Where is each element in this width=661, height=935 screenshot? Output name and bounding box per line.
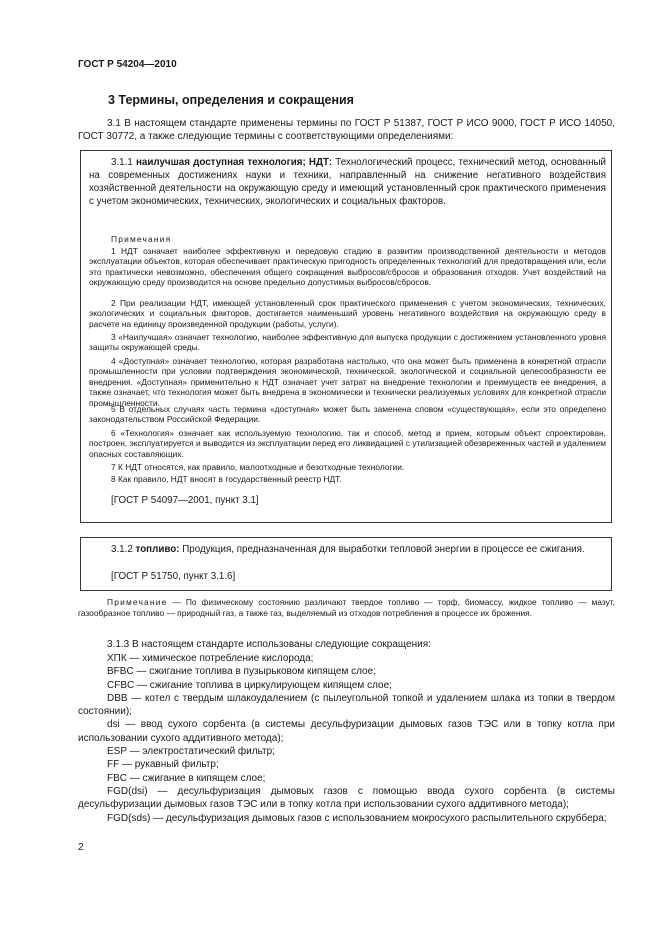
term-fuel-reference: [ГОСТ Р 51750, пункт 3.1.6]: [111, 571, 236, 582]
abbrev-intro: 3.1.3 В настоящем стандарте использованы следующие сокращения:: [107, 639, 431, 650]
term-ndt-name: наилучшая доступная технология; НДТ:: [136, 157, 333, 168]
abbrev-item: FGD(dsi) — десульфуризация дымовых газов с помощью ввода сухого сорбента (в системы десульфуризации дымовых газов ТЭС или в топку котла при использовании сухого аддитивного метода);: [78, 785, 615, 811]
note-2: 2 При реализации НДТ, имеющей установленный срок практического применения с учетом экономических, технических, экологических и социальных факторов, достигается наименьший уровень негативного воздействия на окружающую среду в расчете на единицу произведенной продукции (работы, услуги).: [89, 298, 606, 329]
abbreviations-list: [78, 652, 615, 825]
page-number: 2: [78, 842, 84, 853]
term-box-fuel: [80, 537, 612, 591]
note-4: 4 «Доступная» означает технологию, которая разработана настолько, что она может быть применена в конкретной отрасли промышленности при условии подтверждения экономической, технической, экологической и социальной целесообразности ее внедрения. «Доступная» применительно к НДТ означает учет затрат на внедрение технологии и преимуществ ее внедрения, а также означает, что технология может быть внедрена в экономически и технически реализуемых условиях для конкретной отрасли промышленности.: [89, 356, 606, 408]
fuel-note-text: — По физическому состоянию различают твердое топливо — торф, биомассу, жидкое топливо — мазут, газообразное топливо — природный газ, а также газ, выделяемый из отходов потребления в процессе их брожения.: [78, 597, 615, 618]
abbrev-item: dsi — ввод сухого сорбента (в системы десульфуризации дымовых газов ТЭС или в топку котла при использовании сухого аддитивного метода);: [78, 719, 615, 744]
document-header: ГОСТ Р 54204—2010: [78, 59, 177, 70]
abbrev-item: ESP — электростатический фильтр;: [107, 746, 275, 758]
note-3: 3 «Наилучшая» означает технологию, наиболее эффективную для выпуска продукции с достижением установленного уровня защиты окружающей среды.: [89, 332, 606, 353]
term-fuel-number: 3.1.2: [111, 544, 133, 555]
term-fuel-name: топливо:: [135, 544, 180, 555]
term-ndt-definition: [89, 156, 606, 208]
abbrev-item: BFBC — сжигание топлива в пузырьковом кипящем слое;: [107, 666, 376, 678]
term-ndt-text: Технологический процесс, технический метод, основанный на современных достижениях науки и техники, направленный на снижение негативного воздействия хозяйственной деятельности на окружающую среду и имеющий установленный срок практического применения с учетом экономических, технических, экологических и социальных факторов.: [89, 157, 606, 207]
fuel-note-label: Примечание: [107, 597, 168, 607]
abbrev-item: FBC — сжигание в кипящем слое;: [107, 772, 266, 784]
abbrev-item: ХПК — химическое потребление кислорода;: [107, 653, 314, 664]
note-7: 7 К НДТ относятся, как правило, малоотходные и безотходные технологии.: [111, 462, 405, 472]
term-box-ndt: [80, 150, 612, 523]
term-ndt-reference: [ГОСТ Р 54097—2001, пункт 3.1]: [111, 495, 259, 506]
note-6: 6 «Технология» означает как используемую технологию, так и способ, метод и прием, которым объект спроектирован, построен, эксплуатируется и выводится из эксплуатации перед его ликвидацией с утилизацией обезвреженных частей и удалением опасных составляющих.: [89, 428, 606, 459]
term-fuel-text: Продукция, предназначенная для выработки тепловой энергии в процессе ее сжигания.: [182, 544, 585, 555]
abbrev-item: FF — рукавный фильтр;: [107, 759, 219, 771]
note-8: 8 Как правило, НДТ вносят в государственный реестр НДТ.: [111, 474, 342, 484]
abbrev-item: DBB — котел с твердым шлакоудалением (с пылеугольной топкой и удалением шлака из топки в твердом состоянии);: [78, 692, 615, 718]
fuel-note: [78, 597, 615, 618]
section-title: 3 Термины, определения и сокращения: [108, 93, 354, 107]
abbrev-item: FGD(sds) — десульфуризация дымовых газов с использованием мокросухого распылительного скруббера;: [107, 812, 607, 824]
abbrev-item: CFBC — сжигание топлива в циркулирующем кипящем слое;: [107, 679, 392, 691]
term-fuel-definition: [89, 543, 606, 556]
intro-paragraph: 3.1 В настоящем стандарте применены термины по ГОСТ Р 51387, ГОСТ Р ИСО 9000, ГОСТ Р ИСО 14050, ГОСТ 30772, а также следующие термины с соответствующими определениями:: [78, 118, 615, 143]
note-5: 5 В отдельных случаях часть термина «доступная» может быть заменена словом «существующая», если это определено законодательством Российской Федерации.: [89, 404, 606, 425]
note-1: 1 НДТ означает наиболее эффективную и передовую стадию в развитии производственной деятельности и методов эксплуатации объектов, которая обеспечивает практическую пригодность определенных технологий для предотвращения или, если это практически невозможно, обеспечения общего сокращения выбросов/сбросов и образования отходов. Учет воздействий на окружающую среду производится на основе предельно допустимых выбросов/сбросов.: [89, 246, 606, 288]
notes-title: Примечания: [111, 234, 172, 244]
term-ndt-number: 3.1.1: [111, 157, 133, 168]
